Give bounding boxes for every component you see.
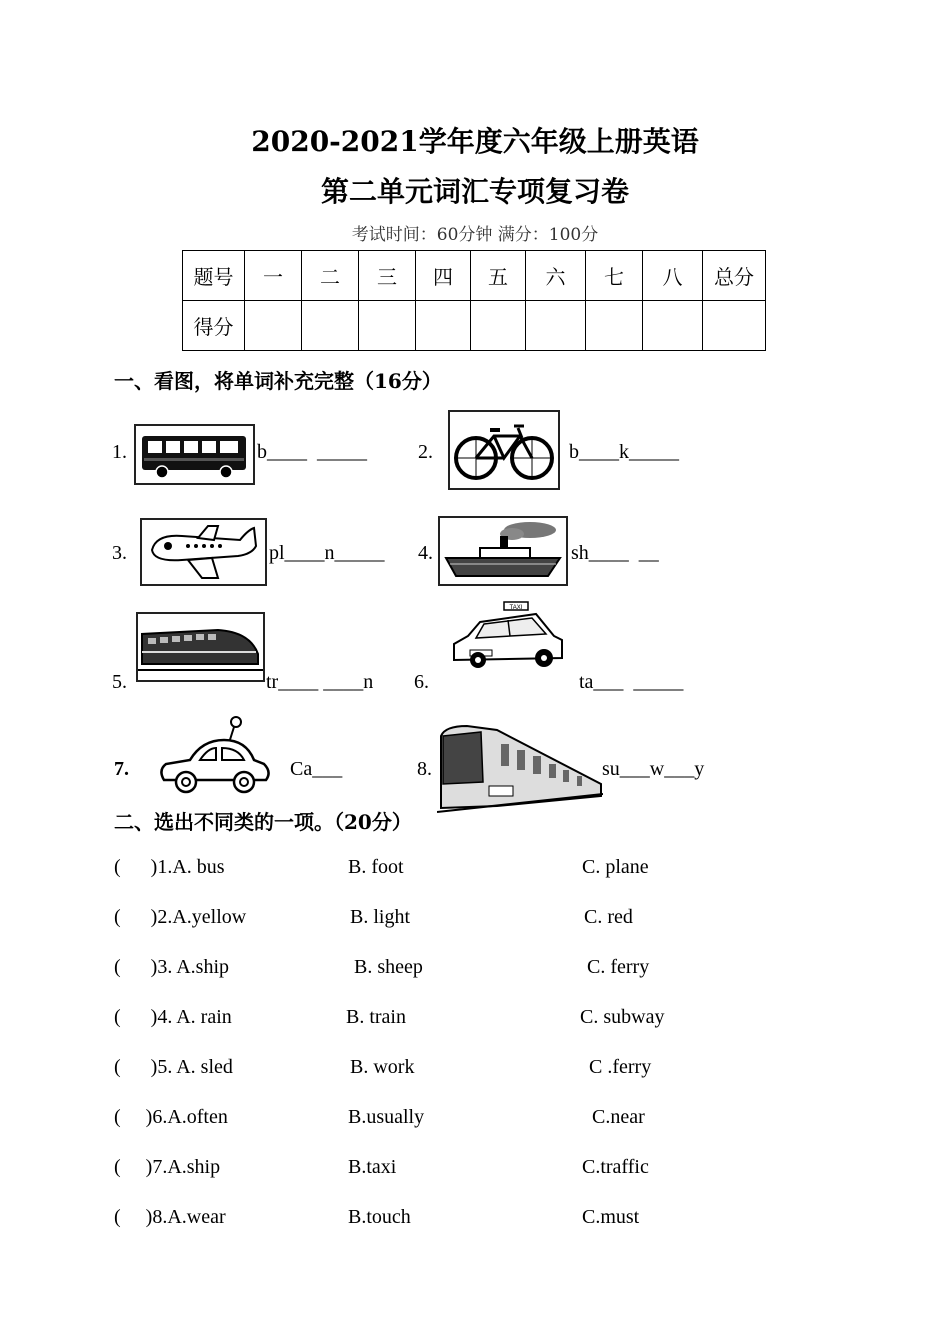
question-stem: ( )2.A.yellow <box>114 906 247 928</box>
score-header-cell: 七 <box>586 251 643 301</box>
answer-blank[interactable]: su___w___y <box>602 758 705 780</box>
score-input-cell[interactable] <box>416 301 471 351</box>
option-b: B. work <box>350 1056 415 1078</box>
plane-icon <box>140 518 267 586</box>
option-c: C. ferry <box>587 956 650 978</box>
item-number: 2. <box>418 441 433 463</box>
score-header-cell: 四 <box>416 251 471 301</box>
answer-blank[interactable]: tr____ ____n <box>266 671 374 693</box>
question-stem: ( )1.A. bus <box>114 856 225 878</box>
answer-blank[interactable]: pl____n_____ <box>269 542 385 564</box>
item-number: 8. <box>417 758 432 780</box>
option-b: B.taxi <box>348 1156 397 1178</box>
option-b: B.touch <box>348 1206 411 1228</box>
score-header-cell: 八 <box>643 251 703 301</box>
bus-icon <box>134 424 255 485</box>
score-header-cell: 一 <box>245 251 302 301</box>
option-c: C. subway <box>580 1006 665 1028</box>
score-input-cell[interactable] <box>526 301 586 351</box>
page-title: 2020-2021学年度六年级上册英语 <box>251 125 699 158</box>
answer-blank[interactable]: b____k_____ <box>569 441 679 463</box>
section2-heading: 二、选出不同类的一项。（20分） <box>114 810 412 834</box>
answer-blank[interactable]: ta___ _____ <box>579 671 684 693</box>
section1-heading: 一、看图，将单词补充完整（16分） <box>114 369 442 393</box>
option-b: B. train <box>346 1006 406 1028</box>
option-b: B.usually <box>348 1106 425 1128</box>
score-table-score-row <box>183 301 766 351</box>
question-stem: ( )4. A. rain <box>114 1006 232 1028</box>
score-header-cell: 六 <box>526 251 586 301</box>
option-c: C .ferry <box>589 1056 652 1078</box>
score-input-cell[interactable] <box>703 301 766 351</box>
score-header-cell: 题号 <box>183 251 245 301</box>
score-header-cell: 五 <box>471 251 526 301</box>
item-number: 3. <box>112 542 127 564</box>
score-input-cell[interactable] <box>471 301 526 351</box>
question-stem: ( )5. A. sled <box>114 1056 233 1078</box>
item-number: 6. <box>414 671 429 693</box>
option-c: C.must <box>582 1206 640 1228</box>
subway-icon <box>437 722 603 816</box>
score-input-cell[interactable] <box>302 301 359 351</box>
train-icon <box>136 612 265 682</box>
bike-icon <box>448 410 560 490</box>
option-c: C.near <box>592 1106 645 1128</box>
page-subtitle: 第二单元词汇专项复习卷 <box>320 175 629 208</box>
answer-blank[interactable]: b____ _____ <box>257 441 367 463</box>
question-stem: ( )7.A.ship <box>114 1156 221 1178</box>
item-number: 7. <box>114 758 129 780</box>
question-stem: ( )3. A.ship <box>114 956 229 978</box>
score-header-cell: 总分 <box>703 251 766 301</box>
item-number: 4. <box>418 542 433 564</box>
answer-blank[interactable]: Ca___ <box>290 758 343 780</box>
option-b: B. foot <box>348 856 404 878</box>
item-number: 5. <box>112 671 127 693</box>
question-stem: ( )8.A.wear <box>114 1206 226 1228</box>
option-c: C.traffic <box>582 1156 649 1178</box>
score-table <box>182 250 766 351</box>
score-table-header-row <box>183 251 766 301</box>
question-stem: ( )6.A.often <box>114 1106 228 1128</box>
score-input-cell[interactable] <box>586 301 643 351</box>
taxi-sign-text: TAXI <box>509 605 523 611</box>
score-input-cell[interactable] <box>359 301 416 351</box>
option-c: C. plane <box>582 856 649 878</box>
score-input-cell[interactable] <box>245 301 302 351</box>
answer-blank[interactable]: sh____ __ <box>571 542 659 564</box>
score-input-cell[interactable] <box>643 301 703 351</box>
ship-icon <box>438 516 568 586</box>
option-b: B. light <box>350 906 411 928</box>
option-c: C. red <box>584 906 633 928</box>
option-b: B. sheep <box>354 956 423 978</box>
car-icon <box>156 714 274 800</box>
score-row-label: 得分 <box>183 301 245 351</box>
exam-info: 考试时间：60分钟 满分：100分 <box>351 225 599 245</box>
item-number: 1. <box>112 441 127 463</box>
score-header-cell: 二 <box>302 251 359 301</box>
taxi-icon <box>450 600 565 672</box>
score-header-cell: 三 <box>359 251 416 301</box>
